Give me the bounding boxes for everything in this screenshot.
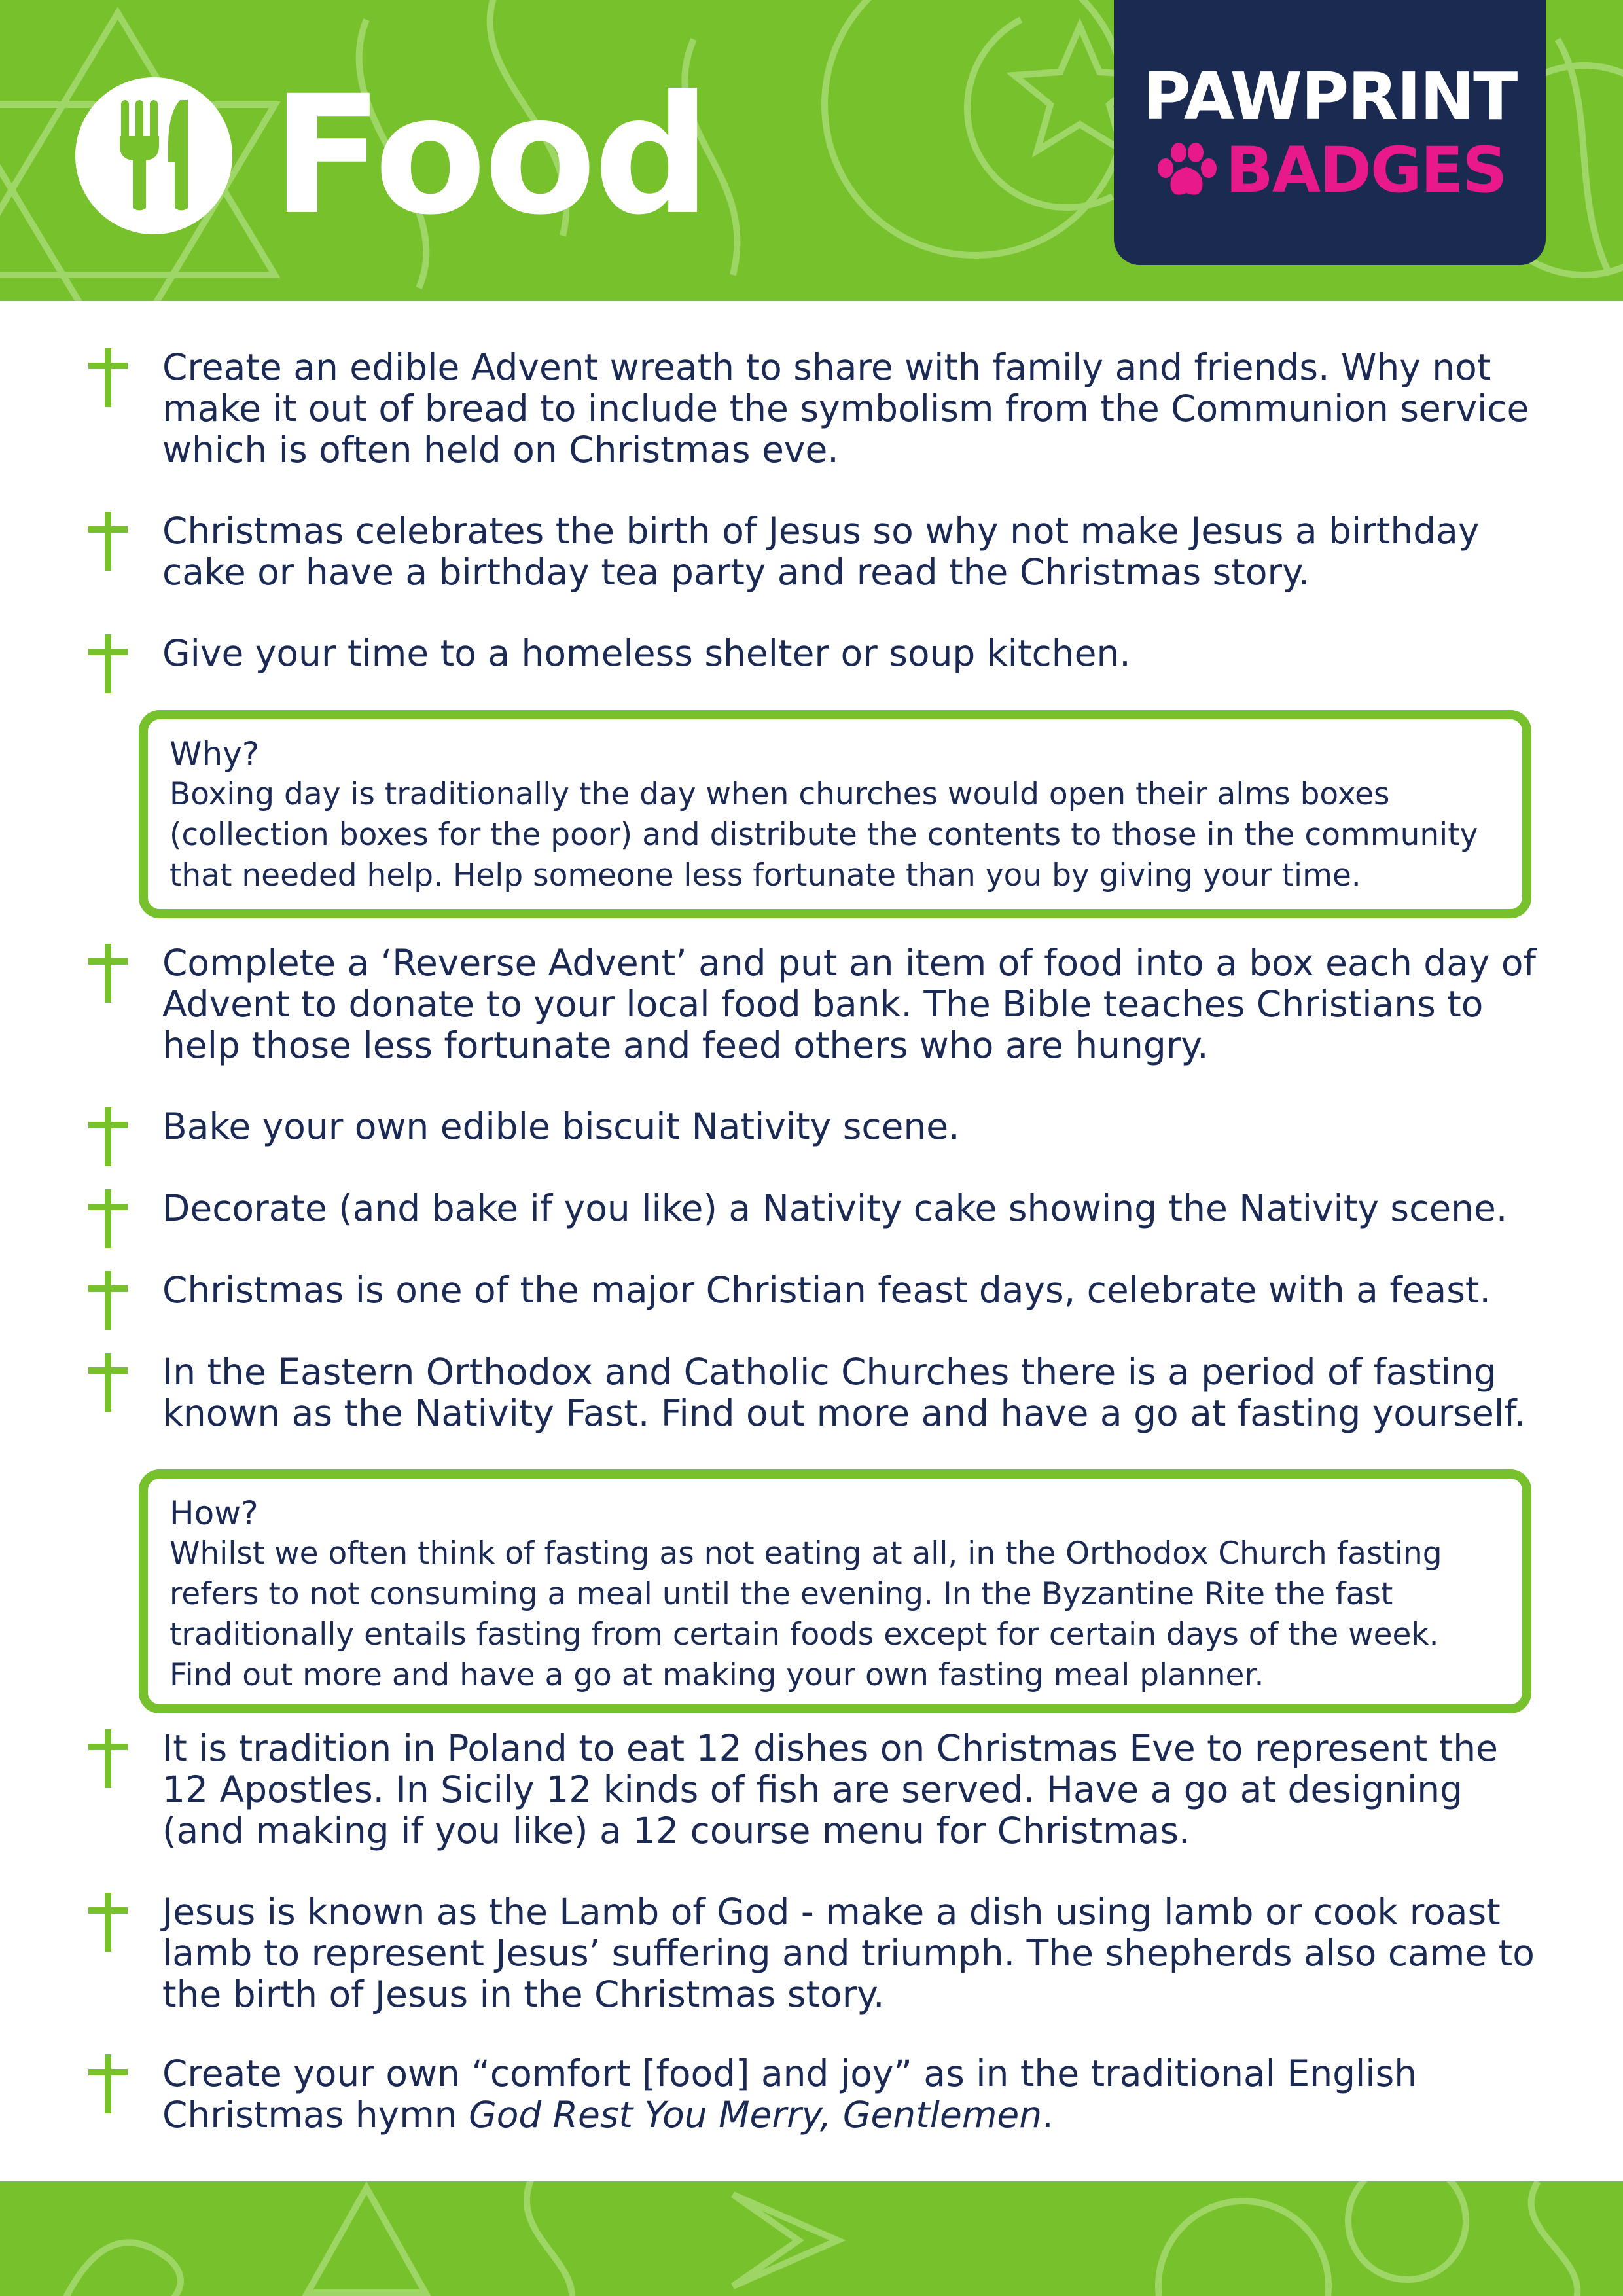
list-item bbox=[88, 511, 1537, 593]
list-item bbox=[88, 1352, 1537, 1434]
fork-knife-icon bbox=[75, 77, 232, 234]
page-title: Food bbox=[272, 60, 709, 251]
list-item-text: Decorate (and bake if you like) a Nativity cake showing the Nativity scene. bbox=[162, 1187, 1508, 1229]
paw-icon bbox=[1154, 141, 1219, 200]
decorative-pattern bbox=[0, 2181, 1623, 2296]
how-callout bbox=[139, 1469, 1531, 1713]
list-item bbox=[88, 2053, 1537, 2136]
cross-icon bbox=[88, 1353, 128, 1412]
logo-wordmark-bottom: BADGES bbox=[1225, 133, 1507, 207]
list-item-text: Create an edible Advent wreath to share with family and friends. Why not make it out of bread to include the symbolism from the Communion service which is often held on Christmas eve. bbox=[162, 346, 1529, 471]
cross-icon bbox=[88, 1107, 128, 1166]
cross-icon bbox=[88, 1729, 128, 1788]
list-item-text: Bake your own edible biscuit Nativity scene. bbox=[162, 1105, 960, 1147]
list-item bbox=[88, 942, 1537, 1066]
cross-icon bbox=[88, 1271, 128, 1330]
list-item-text: Complete a ‘Reverse Advent’ and put an item of food into a box each day of Advent to donate to your local food bank. The Bible teaches Christians to help those less fortunate and feed others who are hungry. bbox=[162, 942, 1536, 1066]
list-item bbox=[88, 1106, 1537, 1166]
list-item-text: Christmas is one of the major Christian feast days, celebrate with a feast. bbox=[162, 1269, 1491, 1311]
cross-icon bbox=[88, 944, 128, 1003]
callout-body: Whilst we often think of fasting as not eating at all, in the Orthodox Church fasting refers to not consuming a meal until the evening. In the Byzantine Rite the fast traditionally entails fasting from certain foods except for certain days of the week. Find out more and have a go at making your own fasting meal planner. bbox=[169, 1535, 1442, 1693]
cross-icon bbox=[88, 1893, 128, 1952]
footer-banner bbox=[0, 2181, 1623, 2296]
list-item bbox=[88, 347, 1537, 471]
why-callout bbox=[139, 710, 1531, 918]
list-item bbox=[88, 1188, 1537, 1248]
list-item bbox=[88, 633, 1537, 693]
list-item-text: Give your time to a homeless shelter or soup kitchen. bbox=[162, 632, 1131, 674]
list-item-text: In the Eastern Orthodox and Catholic Churches there is a period of fasting known as the Nativity Fast. Find out more and have a go at fasting yourself. bbox=[162, 1351, 1526, 1434]
callout-title: Why? bbox=[169, 735, 260, 773]
list-item bbox=[88, 1270, 1537, 1330]
page-title-group bbox=[75, 60, 709, 251]
cross-icon bbox=[88, 1189, 128, 1248]
header-banner bbox=[0, 0, 1623, 301]
list-item bbox=[88, 1728, 1537, 1852]
logo-wordmark-bottom-row bbox=[1154, 133, 1507, 207]
cross-icon bbox=[88, 348, 128, 407]
logo-wordmark-top: PAWPRINT bbox=[1143, 58, 1517, 135]
list-item-text: It is tradition in Poland to eat 12 dishes on Christmas Eve to represent the 12 Apostles. In Sicily 12 kinds of fish are served. Have a go at designing (and making if you like) a 12 course menu for Christmas. bbox=[162, 1727, 1498, 1852]
brand-logo bbox=[1114, 0, 1546, 265]
hymn-title: God Rest You Merry, Gentlemen bbox=[469, 2094, 1043, 2136]
list-item-text-part: Create your own “comfort [food] and joy” as in the traditional English Christmas hymn bbox=[162, 2053, 1418, 2136]
list-item bbox=[88, 1892, 1537, 2015]
cross-icon bbox=[88, 2054, 128, 2113]
list-item-text bbox=[162, 2053, 1537, 2136]
list-item-text: Jesus is known as the Lamb of God - make a dish using lamb or cook roast lamb to represent Jesus’ suffering and triumph. The shepherds also came to the birth of Jesus in the Christmas story. bbox=[162, 1891, 1535, 2015]
callout-title: How? bbox=[169, 1494, 259, 1532]
list-item-text-part: . bbox=[1042, 2094, 1054, 2136]
callout-body: Boxing day is traditionally the day when churches would open their alms boxes (collection boxes for the poor) and distribute the contents to those in the community that needed help. Help someone less fortunate than you by giving your time. bbox=[169, 776, 1478, 893]
cross-icon bbox=[88, 512, 128, 571]
cross-icon bbox=[88, 634, 128, 693]
list-item-text: Christmas celebrates the birth of Jesus so why not make Jesus a birthday cake or have a birthday tea party and read the Christmas story. bbox=[162, 510, 1480, 593]
fork-knife-glyph bbox=[108, 100, 200, 211]
